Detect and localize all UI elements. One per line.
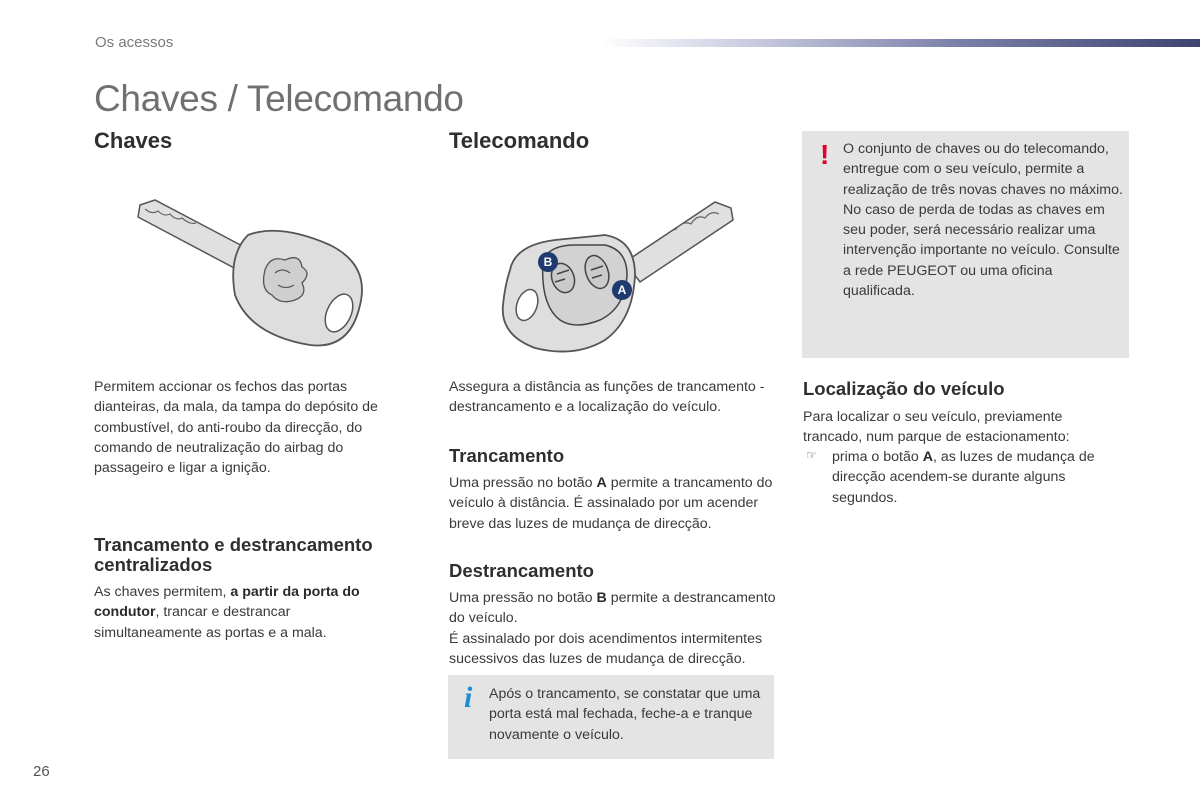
warning-icon: ! [820,139,830,170]
keys-heading: Chaves [94,128,173,153]
lock-heading: Trancamento [449,445,565,466]
central-locking-heading [94,535,424,575]
info-icon: i [464,681,473,714]
unlock-text [449,588,779,669]
button-b-badge-label: B [543,255,553,269]
remote-key-illustration [495,190,745,360]
info-text: Após o trancamento, se constatar que uma porta está mal fechada, feche-a e tranque novamente o veículo. [489,686,761,743]
button-a-badge-label: A [617,283,627,297]
lock-button-label: A [596,475,607,491]
unlock-button-label: B [596,590,607,606]
unlock-text-post: permite a destrancamento do veículo. [449,590,776,627]
remote-heading: Telecomando [449,128,590,153]
locate-item-button-label: A [922,449,933,465]
central-locking-text [94,582,394,643]
central-locking-text-pre: As chaves permitem, [94,584,227,600]
page-title: Chaves / Telecomando [94,78,464,119]
header-gradient-bar [600,39,1200,47]
unlock-heading: Destrancamento [449,560,594,581]
pointing-hand-icon: ☞ [806,448,817,462]
unlock-text-extra: É assinalado por dois acendimentos intermitentes sucessivos das luzes de mudança de direcção. [449,630,763,667]
remote-intro: Assegura a distância as funções de trancamento - destrancamento e a localização do veículo. [449,379,765,416]
central-locking-heading-line2: centralizados [94,554,213,575]
locate-item-post: , as luzes de mudança de direcção acendem-se durante alguns segundos. [832,449,1095,506]
unlock-text-pre: Uma pressão no botão [449,590,593,606]
central-locking-heading-line1: Trancamento e destrancamento [94,534,373,555]
locate-vehicle-text: Para localizar o seu veículo, previamente trancado, num parque de estacionamento: [803,409,1070,446]
warning-text-2: No caso de perda de todas as chaves em seu poder, será necessário realizar uma intervenção importante no veículo. Consulte a rede PEUGEOT ou uma oficina qualificada. [843,201,1120,300]
lock-text [449,473,774,534]
locate-vehicle-heading: Localização do veículo [803,378,1005,399]
central-locking-text-post: , trancar e destrancar simultaneamente as portas e a mala. [94,604,327,641]
lock-text-pre: Uma pressão no botão [449,475,593,491]
keys-description: Permitem accionar os fechos das portas dianteiras, da mala, da tampa do depósito de combustível, do anti-roubo da direcção, do comando de neutralização do airbag do passageiro e ligar a ignição. [94,379,378,477]
central-locking-text-bold: a partir da porta do condutor [94,584,360,621]
locate-vehicle-item [832,447,1117,508]
warning-text [843,139,1125,301]
lock-text-post: permite a trancamento do veículo à distância. É assinalado por um acender breve das luzes de mudança de direcção. [449,475,773,532]
warning-text-1: O conjunto de chaves ou do telecomando, entregue com o seu veículo, permite a realização de três novas chaves no máximo. [843,141,1123,198]
page-number: 26 [33,763,50,780]
section-label: Os acessos [95,34,174,51]
key-illustration [130,195,375,357]
locate-item-pre: prima o botão [832,449,919,465]
